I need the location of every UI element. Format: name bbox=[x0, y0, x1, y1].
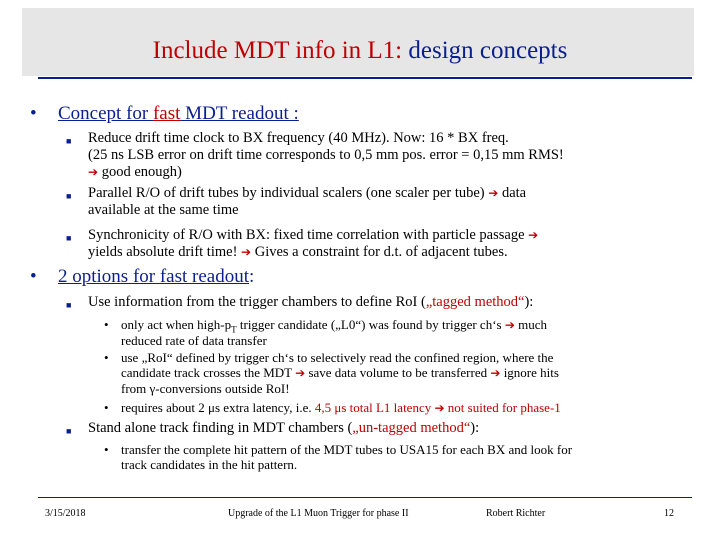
square-bullet-icon: ■ bbox=[66, 426, 72, 436]
concept-line: Parallel R/O of drift tubes by individual scalers (one scaler per tube) bbox=[88, 185, 485, 201]
square-bullet-icon: ■ bbox=[66, 300, 72, 310]
arrow-right-icon: ➔ bbox=[434, 401, 445, 415]
bullet-text: much bbox=[518, 317, 548, 332]
concept-line: (25 ns LSB error on drift time corresponds to 0,5 mm pos. error = 0,15 mm RMS! bbox=[88, 147, 564, 163]
title-part-1: Include MDT info in L1: bbox=[152, 37, 403, 64]
arrow-right-icon: ➔ bbox=[88, 165, 99, 179]
footer-date: 3/15/2018 bbox=[45, 508, 86, 519]
footer-title: Upgrade of the L1 Muon Trigger for phase II bbox=[228, 508, 409, 519]
square-bullet-icon: ■ bbox=[66, 136, 72, 146]
gamma-symbol: γ bbox=[149, 381, 156, 396]
dot-bullet-icon: • bbox=[104, 317, 109, 332]
arrow-right-icon: ➔ bbox=[490, 366, 501, 380]
bullet-text: -conversions outside RoI! bbox=[155, 381, 290, 396]
arrow-right-icon: ➔ bbox=[528, 228, 539, 242]
option-text: Use information from the trigger chambers to define RoI ( bbox=[88, 294, 426, 310]
option-text: ): bbox=[524, 294, 534, 310]
concept-line: Reduce drift time clock to BX frequency (40 MHz). Now: 16 * BX freq. bbox=[88, 130, 509, 146]
option-quote: „tagged method“ bbox=[425, 294, 525, 310]
dot-bullet-icon: • bbox=[104, 442, 109, 457]
concept-line: Gives a constraint for d.t. of adjacent tubes. bbox=[254, 244, 508, 260]
dot-bullet-icon: • bbox=[104, 350, 109, 365]
slide-title bbox=[0, 36, 720, 66]
bullet-text: only act when high-p bbox=[121, 317, 232, 332]
bullet-text: extra latency, i.e. bbox=[220, 400, 315, 415]
mu-symbol: μs bbox=[208, 400, 221, 415]
concept-line: data bbox=[501, 185, 527, 201]
heading-pre: Concept for bbox=[58, 103, 153, 124]
heading-post: MDT readout : bbox=[180, 103, 299, 124]
phase1-highlight: not suited for phase-1 bbox=[447, 400, 561, 415]
concept-line: Synchronicity of R/O with BX: fixed time correlation with particle passage bbox=[88, 227, 525, 243]
bullet-text: ignore hits bbox=[503, 365, 559, 380]
heading-post: : bbox=[249, 266, 255, 287]
arrow-right-icon: ➔ bbox=[488, 186, 499, 200]
concept-line: good enough) bbox=[101, 164, 182, 180]
square-bullet-icon: ■ bbox=[66, 233, 72, 243]
square-bullet-icon: ■ bbox=[66, 191, 72, 201]
heading-emph: fast bbox=[152, 103, 181, 124]
bullet-text: trigger candidate („L0“) was found by trigger ch‘s bbox=[236, 317, 502, 332]
title-rule bbox=[38, 77, 692, 79]
title-part-2: design concepts bbox=[402, 37, 568, 64]
bullet-text: candidate track crosses the MDT bbox=[121, 365, 292, 380]
subscript: T bbox=[231, 324, 237, 335]
bullet-text: save data volume to be transferred bbox=[308, 365, 488, 380]
footer-author: Robert Richter bbox=[486, 508, 546, 519]
bullet-text: requires about 2 bbox=[121, 400, 209, 415]
option-text: ): bbox=[470, 420, 480, 436]
section-heading bbox=[58, 266, 254, 288]
arrow-right-icon: ➔ bbox=[295, 366, 306, 380]
bullet-text: transfer the complete hit pattern of the MDT tubes to USA15 for each BX and look for bbox=[121, 442, 573, 457]
option-text: Stand alone track finding in MDT chambers ( bbox=[88, 420, 353, 436]
arrow-right-icon: ➔ bbox=[504, 318, 515, 332]
bullet-text: reduced rate of data transfer bbox=[121, 333, 267, 348]
latency-highlight: 4,5 μs total L1 latency bbox=[314, 400, 432, 415]
bullet-icon: • bbox=[30, 266, 37, 287]
option-quote: „un-tagged method“ bbox=[352, 420, 471, 436]
footer-rule bbox=[38, 497, 692, 498]
bullet-text: use „RoI“ defined by trigger ch‘s to selectively read the confined region, where the bbox=[121, 350, 554, 365]
concept-line: yields absolute drift time! bbox=[88, 244, 238, 260]
concept-line: available at the same time bbox=[88, 202, 239, 218]
bullet-text: track candidates in the hit pattern. bbox=[121, 457, 298, 472]
heading-pre: 2 options for fast readout bbox=[58, 266, 250, 287]
dot-bullet-icon: • bbox=[104, 400, 109, 415]
bullet-icon: • bbox=[30, 103, 37, 124]
section-heading bbox=[58, 103, 299, 125]
footer-page-number: 12 bbox=[664, 508, 674, 519]
bullet-text: from bbox=[121, 381, 150, 396]
arrow-right-icon: ➔ bbox=[241, 245, 252, 259]
